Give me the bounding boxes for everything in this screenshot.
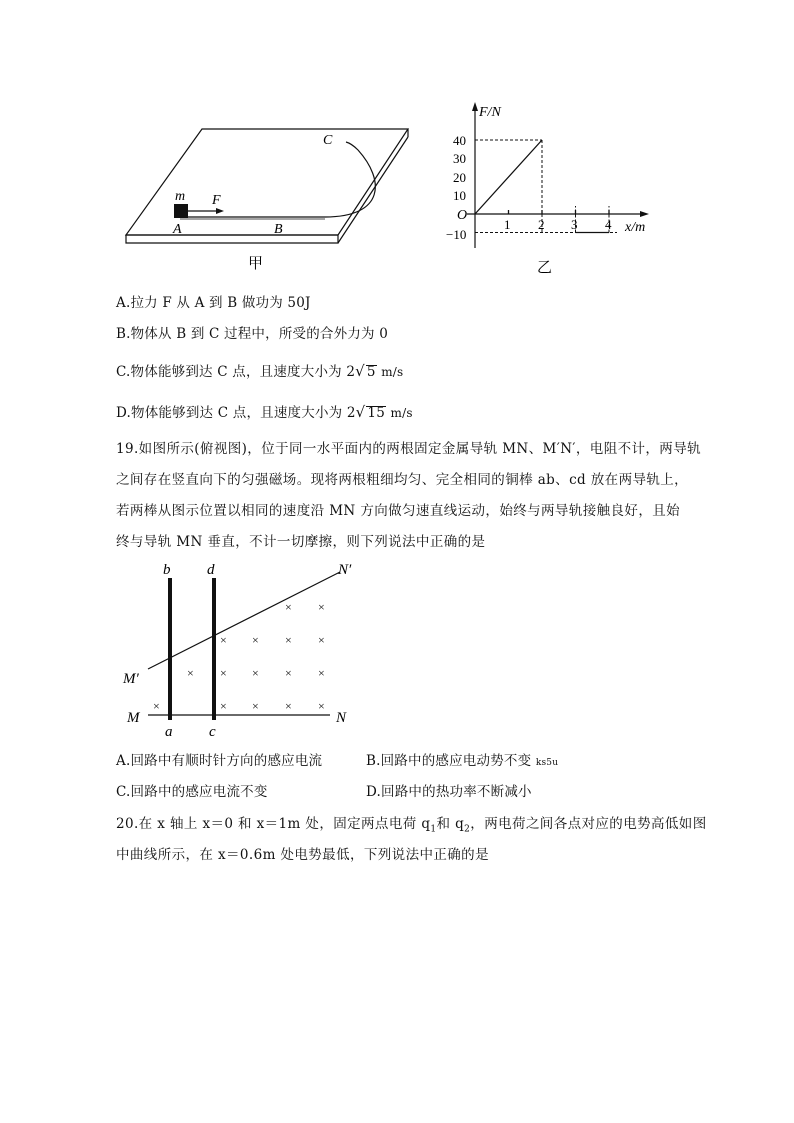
q20-line-1 bbox=[116, 812, 707, 835]
magnetic-field-cross: × bbox=[220, 666, 227, 680]
q19-option-C: C.回路中的感应电流不变 bbox=[116, 784, 268, 800]
caption-yi: 乙 bbox=[537, 260, 553, 276]
y-tick-20: 20 bbox=[453, 170, 466, 185]
x-tick-3: 3 bbox=[571, 217, 578, 232]
sqrt-icon: √ bbox=[355, 403, 366, 421]
block-m bbox=[174, 204, 188, 218]
magnetic-field-cross: × bbox=[285, 666, 292, 680]
q19-option-D: D.回路中的热功率不断减小 bbox=[366, 784, 532, 800]
magnetic-field-cross: × bbox=[285, 600, 292, 614]
q18-option-C bbox=[116, 360, 403, 380]
x-tick-1: 1 bbox=[504, 217, 511, 232]
y-axis-arrow bbox=[472, 102, 478, 111]
label-A: A bbox=[173, 222, 182, 237]
magnetic-field-cross: × bbox=[252, 633, 259, 647]
q20-sub-2: 2 bbox=[464, 824, 471, 835]
rail-M-prime-N-prime bbox=[148, 572, 340, 669]
magnetic-field-cross: × bbox=[285, 699, 292, 713]
magnetic-field-cross: × bbox=[187, 666, 194, 680]
label-N: N bbox=[336, 710, 347, 726]
magnetic-field-cross: × bbox=[318, 600, 325, 614]
q18-option-B: B.物体从 B 到 C 过程中，所受的合外力为 0 bbox=[116, 326, 389, 342]
magnetic-field-cross: × bbox=[220, 699, 227, 713]
label-N-prime: N′ bbox=[338, 562, 352, 578]
q19-option-A: A.回路中有顺时针方向的感应电流 bbox=[116, 753, 323, 769]
label-M-prime: M′ bbox=[123, 671, 139, 687]
y-tick-30: 30 bbox=[453, 151, 466, 166]
magnetic-field-cross: × bbox=[220, 633, 227, 647]
rod-ab bbox=[168, 578, 172, 720]
y-tick-neg10: −10 bbox=[446, 227, 467, 242]
q18-option-D-unit: m/s bbox=[390, 406, 413, 420]
caption-jia: 甲 bbox=[248, 256, 264, 272]
magnetic-field-cross: × bbox=[318, 666, 325, 680]
q18-option-D-text: D.物体能够到达 C 点，且速度大小为 2 bbox=[116, 405, 356, 421]
label-b: b bbox=[163, 562, 171, 578]
q20-line-1-c: ，两电荷之间各点对应的电势高低如图 bbox=[470, 816, 707, 832]
q19-line-1: 19.如图所示(俯视图)，位于同一水平面内的两根固定金属导轨 MN、M′N′，电阻不计，两导轨 bbox=[116, 441, 701, 457]
label-F: F bbox=[212, 193, 221, 208]
q18-option-C-root: 5 bbox=[366, 364, 376, 380]
q18-option-A: A.拉力 F 从 A 到 B 做功为 50J bbox=[116, 295, 311, 311]
q19-option-B-tag: ks5u bbox=[535, 758, 559, 768]
track-path bbox=[180, 142, 375, 217]
magnetic-field-cross: × bbox=[318, 699, 325, 713]
label-m: m bbox=[175, 189, 186, 204]
q20-sub-1: 1 bbox=[430, 824, 437, 835]
y-tick-10: 10 bbox=[453, 188, 466, 203]
label-M: M bbox=[127, 710, 140, 726]
q19-figure bbox=[118, 556, 368, 740]
magnetic-field-cross: × bbox=[252, 699, 259, 713]
label-C: C bbox=[323, 133, 333, 148]
magnetic-field-cross: × bbox=[153, 699, 160, 713]
sqrt-icon: √ bbox=[355, 362, 365, 380]
q18-option-C-unit: m/s bbox=[381, 365, 404, 379]
q20-line-1-b: 和 q bbox=[436, 816, 465, 832]
magnetic-field-cross: × bbox=[252, 666, 259, 680]
q18-option-D-root: 15 bbox=[367, 405, 385, 421]
label-c: c bbox=[209, 724, 216, 740]
plane-side bbox=[126, 235, 338, 243]
magnetic-field-cross: × bbox=[285, 633, 292, 647]
q20-line-1-a: 20.在 x 轴上 x＝0 和 x＝1m 处，固定两点电荷 q bbox=[116, 816, 431, 832]
q18-option-C-text: C.物体能够到达 C 点，且速度大小为 2 bbox=[116, 364, 356, 380]
q19-line-3: 若两棒从图示位置以相同的速度沿 MN 方向做匀速直线运动，始终与两导轨接触良好，且始 bbox=[116, 503, 681, 519]
origin-label: O bbox=[457, 208, 468, 223]
label-B: B bbox=[274, 222, 283, 237]
figure-jia bbox=[120, 120, 420, 275]
q19-option-B bbox=[366, 749, 558, 769]
y-tick-40: 40 bbox=[453, 133, 466, 148]
x-axis-arrow bbox=[640, 211, 649, 217]
y-axis-label: F/N bbox=[479, 105, 501, 120]
q18-option-D bbox=[116, 401, 413, 421]
figure-yi bbox=[445, 98, 665, 276]
rod-cd bbox=[212, 578, 216, 720]
x-tick-2: 2 bbox=[538, 217, 545, 232]
q19-option-B-text: B.回路中的感应电动势不变 bbox=[366, 753, 532, 769]
magnetic-field-cross: × bbox=[318, 633, 325, 647]
plane-side-right bbox=[338, 137, 408, 243]
label-d: d bbox=[207, 562, 215, 578]
q19-line-2: 之间存在竖直向下的匀强磁场。现将两根粗细均匀、完全相同的铜棒 ab、cd 放在两导轨上， bbox=[116, 472, 689, 488]
x-axis-label: x/m bbox=[625, 220, 646, 235]
series-1-segment bbox=[475, 140, 542, 214]
x-tick-4: 4 bbox=[605, 217, 612, 232]
label-a: a bbox=[165, 724, 173, 740]
q20-line-2: 中曲线所示，在 x＝0.6m 处电势最低，下列说法中正确的是 bbox=[116, 847, 489, 863]
q19-line-4: 终与导轨 MN 垂直，不计一切摩擦，则下列说法中正确的是 bbox=[116, 534, 486, 550]
